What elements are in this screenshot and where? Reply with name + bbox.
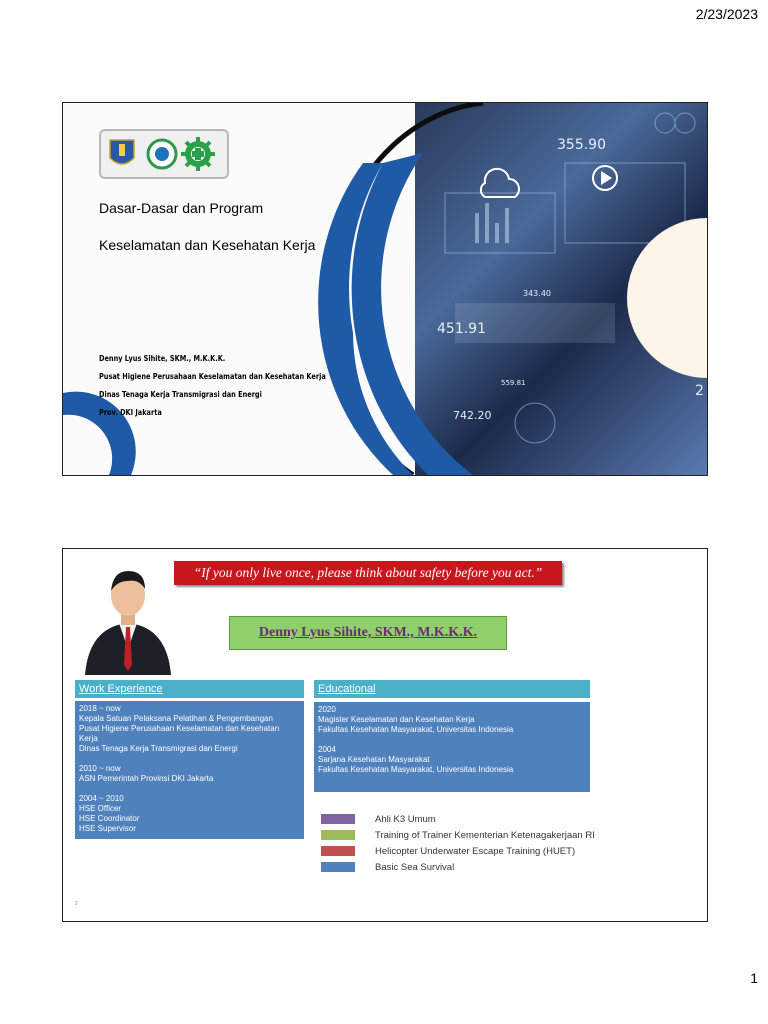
hud-text-2: 451.91 [437,321,486,337]
slide-profile [62,548,708,922]
work-experience-body [75,701,304,839]
author-department: Dinas Tenaga Kerja Transmigrasi dan Energi [99,390,262,399]
certification-item [321,843,595,859]
red-swatch [321,846,355,856]
certification-label: Ahli K3 Umum [375,813,436,825]
edu-item: Fakultas Kesehatan Masyarakat, Universitas Indonesia [318,725,514,734]
certification-label: Training of Trainer Kementerian Ketenagakerjaan RI [375,829,595,841]
hud-text-3: 343.40 [523,289,551,298]
author-institution: Pusat Higiene Perusahaan Keselamatan dan Kesehatan Kerja [99,372,326,381]
title-line-1: Dasar-Dasar dan Program [99,200,264,216]
educational-body [314,702,590,792]
edu-item: Magister Keselamatan dan Kesehatan Kerja [318,715,475,724]
work-period: 2004 ~ 2010 [79,794,124,803]
certification-label: Helicopter Underwater Escape Training (HUET) [375,845,576,857]
title-line-2: Keselamatan dan Kesehatan Kerja [99,237,316,253]
hud-text-1: 355.90 [557,137,606,153]
certification-label: Basic Sea Survival [375,861,455,873]
slide-footnote: 2 [75,901,78,907]
person-name-banner: Denny Lyus Sihite, SKM., M.K.K.K. [229,616,507,650]
edu-year: 2020 [318,705,336,714]
hud-text-6: 2 [695,383,704,399]
work-item: HSE Coordinator [79,814,140,823]
blue-swatch [321,862,355,872]
hud-text-5: 742.20 [453,409,492,422]
work-item: HSE Officer [79,804,122,813]
certification-item [321,811,595,827]
work-period: 2010 ~ now [79,764,121,773]
quote-banner: “If you only live once, please think about safety before you act.” [174,561,562,585]
hud-text-4: 559.81 [501,379,526,387]
slide-title [62,102,708,476]
print-date: 2/23/2023 [695,6,758,22]
purple-swatch [321,814,355,824]
certification-list [321,811,595,875]
edu-item: Sarjana Kesehatan Masyarakat [318,755,430,764]
author-name: Denny Lyus Sihite, SKM., M.K.K.K. [99,354,226,363]
green-swatch [321,830,355,840]
work-period: 2018 ~ now [79,704,121,713]
profile-photo [81,557,175,675]
edu-item: Fakultas Kesehatan Masyarakat, Universitas Indonesia [318,765,514,774]
work-experience-heading: Work Experience [75,680,304,698]
author-province: Prov. DKI Jakarta [99,408,162,417]
educational-heading: Educational [314,680,590,698]
edu-year: 2004 [318,745,336,754]
work-item: HSE Supervisor [79,824,136,833]
work-item: Pusat Higiene Perusahaan Keselamatan dan Kesehatan Kerja [79,724,280,743]
page-number: 1 [750,970,758,986]
work-item: Dinas Tenaga Kerja Transmigrasi dan Energi [79,744,238,753]
certification-item [321,827,595,843]
work-item: ASN Pemerintah Provinsi DKI Jakarta [79,774,214,783]
organization-logos [99,129,229,179]
author-block [99,350,326,422]
certification-item [321,859,595,875]
work-item: Kepala Satuan Pelaksana Pelatihan & Pengembangan [79,714,273,723]
